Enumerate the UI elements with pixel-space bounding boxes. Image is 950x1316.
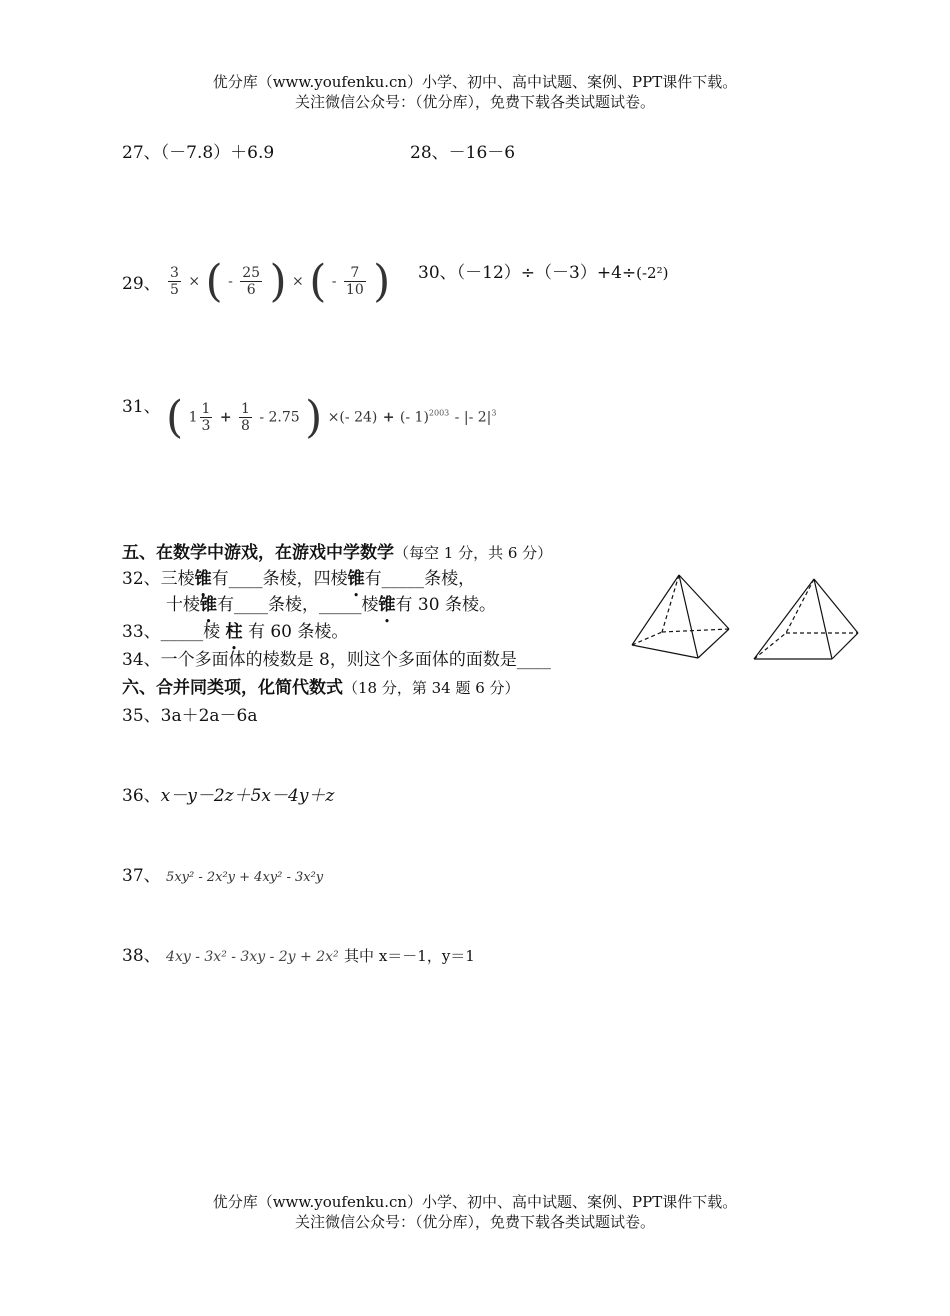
minus-sign: - bbox=[331, 273, 337, 290]
question-33 bbox=[122, 617, 348, 642]
question-36 bbox=[122, 781, 334, 806]
question-number: 27、 bbox=[122, 143, 161, 163]
text: 十棱 bbox=[166, 595, 200, 615]
text: 33、_____棱 bbox=[122, 622, 221, 642]
square-pyramid-figure-1 bbox=[628, 570, 738, 665]
text: 有 30 条棱。 bbox=[395, 595, 496, 615]
fraction-1-3: $\frac{1}{3}$ bbox=[201, 401, 211, 434]
fraction-25-6: $\frac{25}{6}$ bbox=[242, 265, 261, 298]
abs-neg-2: - |- 2| bbox=[454, 409, 492, 426]
question-number: 36、 bbox=[122, 786, 161, 806]
right-paren: ) bbox=[373, 256, 391, 307]
question-expression: （－12）÷（－3）+4÷ bbox=[456, 263, 637, 283]
question-number: 38、 bbox=[122, 946, 161, 966]
square-pyramid-figure-2 bbox=[750, 575, 862, 665]
question-34: 34、一个多面体的棱数是 8，则这个多面体的面数是____ bbox=[122, 650, 551, 670]
exponent-3: 3 bbox=[491, 408, 497, 418]
question-32-line-1 bbox=[122, 564, 475, 589]
section-title: 六、合并同类项，化简代数式 bbox=[122, 678, 343, 698]
term-neg-24: (- 24) bbox=[339, 409, 378, 426]
question-expression: 3a＋2a－6a bbox=[160, 706, 258, 726]
question-37 bbox=[122, 861, 323, 886]
question-31 bbox=[122, 392, 496, 443]
section-title: 五、在数学中游戏，在游戏中学数学 bbox=[122, 543, 394, 563]
question-38 bbox=[122, 941, 475, 966]
question-expression: x－y－2z＋5x－4y＋z bbox=[160, 786, 335, 806]
text: 32、三棱 bbox=[122, 569, 195, 589]
times-sign: × bbox=[188, 273, 201, 290]
text: 有 60 条棱。 bbox=[247, 622, 349, 642]
question-29 bbox=[122, 256, 390, 307]
question-28 bbox=[410, 138, 515, 163]
term-2-75: - 2.75 bbox=[259, 409, 300, 426]
question-expression: 4xy - 3x² - 3xy - 2y + 2x² bbox=[166, 949, 339, 965]
emphasis-char: 柱 bbox=[225, 622, 243, 642]
fraction-7-10: $\frac{7}{10}$ bbox=[345, 265, 364, 298]
header-line-1: 优分库（www.youfenku.cn）小学、初中、高中试题、案例、PPT课件下载。 bbox=[212, 73, 738, 91]
section-6-heading bbox=[122, 673, 520, 698]
question-expression: （－7.8）＋6.9 bbox=[160, 143, 275, 163]
term-neg-1: (- 1) bbox=[399, 409, 429, 426]
text: 有____条棱，四棱 bbox=[211, 569, 348, 589]
mixed-number-whole: 1 bbox=[188, 409, 198, 426]
question-number: 37、 bbox=[122, 866, 161, 886]
question-number: 30、 bbox=[418, 263, 457, 283]
question-condition: 其中 x＝－1，y＝1 bbox=[344, 947, 475, 965]
question-30 bbox=[418, 258, 668, 283]
left-paren: ( bbox=[205, 256, 223, 307]
header-line-2: 关注微信公众号：（优分库），免费下载各类试题试卷。 bbox=[294, 93, 655, 111]
question-expression: 5xy² - 2x²y + 4xy² - 3x²y bbox=[166, 870, 324, 885]
emphasis-char: 锥 bbox=[347, 569, 365, 589]
question-number: 35、 bbox=[122, 706, 161, 726]
section-note: （18 分，第 34 题 6 分） bbox=[343, 679, 520, 697]
fraction-3-5: $\frac{3}{5}$ bbox=[170, 265, 179, 298]
left-paren: ( bbox=[166, 392, 184, 443]
section-5-heading bbox=[122, 538, 552, 563]
question-expression-tail: (-2²) bbox=[636, 264, 669, 282]
times-sign: × bbox=[292, 273, 304, 290]
right-paren: ) bbox=[269, 256, 287, 307]
emphasis-char: 锥 bbox=[200, 595, 217, 615]
question-35 bbox=[122, 701, 258, 726]
question-number: 31、 bbox=[122, 397, 161, 417]
exponent-2003: 2003 bbox=[428, 408, 450, 418]
question-27 bbox=[122, 138, 274, 163]
fraction-1-8: $\frac{1}{8}$ bbox=[241, 401, 250, 434]
left-paren: ( bbox=[309, 256, 327, 307]
times-sign: × bbox=[327, 409, 340, 426]
question-number: 28、 bbox=[410, 143, 449, 163]
right-paren: ) bbox=[305, 392, 323, 443]
text: 有____条棱，_____棱 bbox=[217, 595, 379, 615]
question-expression: －16－6 bbox=[448, 143, 516, 163]
text: 有_____条棱， bbox=[364, 569, 476, 589]
footer-line-2: 关注微信公众号：（优分库），免费下载各类试题试卷。 bbox=[294, 1213, 655, 1231]
minus-sign: - bbox=[228, 273, 233, 290]
emphasis-char: 锥 bbox=[378, 595, 396, 615]
footer-line-1: 优分库（www.youfenku.cn）小学、初中、高中试题、案例、PPT课件下载。 bbox=[212, 1193, 738, 1211]
section-note: （每空 1 分，共 6 分） bbox=[394, 544, 553, 562]
question-32-line-2 bbox=[166, 590, 496, 615]
plus-sign: + bbox=[219, 409, 232, 426]
question-number: 29、 bbox=[122, 274, 161, 294]
emphasis-char: 锥 bbox=[194, 569, 212, 589]
plus-sign: + bbox=[382, 409, 395, 426]
